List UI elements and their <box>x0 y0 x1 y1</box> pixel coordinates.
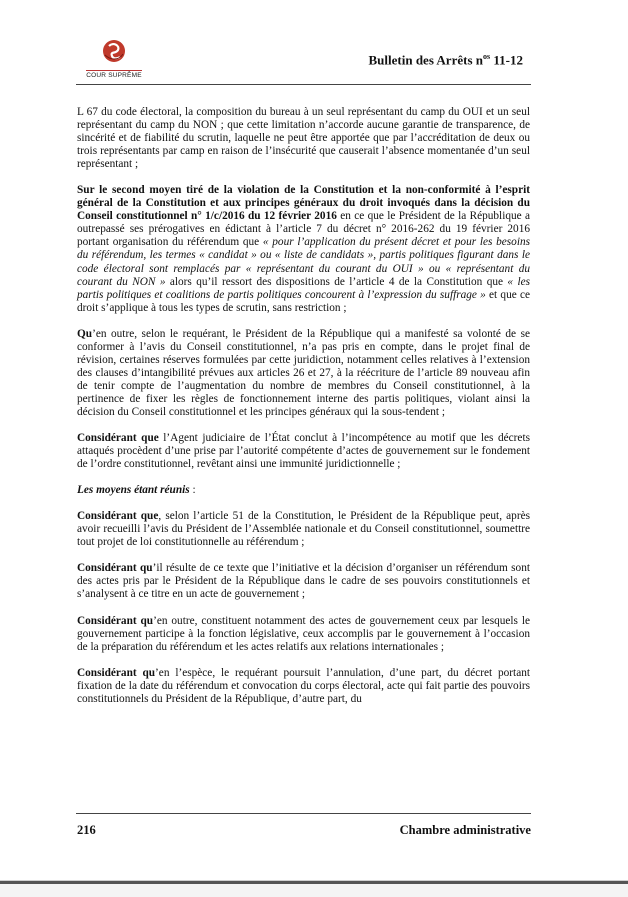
page-body <box>77 106 530 719</box>
paragraph-text: l’Agent judiciaire de l’État conclut à l’incompétence au motif que les décrets attaqués procèdent d’une prise par l’autorité compétente d’actes de gouvernement sur le fondement de l’ordre constitutionnel, revêtant ainsi une immunité juridictionnelle ; <box>77 432 530 471</box>
footer-divider <box>76 813 531 814</box>
paragraph-text: ’en outre, constituent notamment des actes de gouvernement ceux par lesquels le gouvernement participe à la fonction législative, ceux accomplis par le gouvernement à l’occasion de la préparation du référendum et les actes relatifs aux relations internationales ; <box>77 614 530 653</box>
paragraph-9 <box>77 667 530 706</box>
paragraph-text: et que ce droit s’applique à tous les types de scrutin, sans restriction ; <box>77 288 530 314</box>
quote-text: « pour l’application du présent décret et pour les besoins du référendum, les termes « candidat » ou « liste de candidats », partis politiques figurant dans le code électoral sont remplacés par « représentant du courant du OUI » ou « représentant du courant du NON » <box>77 236 531 288</box>
paragraph-6 <box>77 510 530 549</box>
lead-text: Considérant qu <box>77 562 153 575</box>
lead-text: Considérant que <box>77 432 159 445</box>
lead-text: Considérant qu <box>77 614 154 627</box>
paragraph-4 <box>77 432 530 471</box>
paragraph-text: ’en l’espèce, le requérant poursuit l’annulation, d’une part, du décret portant fixation de la date du référendum et convocation du corps électoral, acte qui fait partie des pouvoirs constitutionnels du Président de la République, d’autre part, du <box>77 666 530 705</box>
paragraph-text: L 67 du code électoral, la composition du bureau à un seul représentant du camp du OUI et un seul représentant du camp du NON ; que cette limitation n’accorde aucune garantie de transparence, de sincérité et de fiabilité du scrutin, laquelle ne peut être apportée que par l’accréditation de deux ou trois représentants par camp en raison de l’insécurité que causerait l’absence momentanée d’un seul représentant ; <box>77 106 530 171</box>
viewer-bottom-bar <box>0 880 628 897</box>
paragraph-1 <box>77 106 530 171</box>
paragraph-text: ’en outre, selon le requérant, le Président de la République qui a manifesté sa volonté de se conformer à l’avis du Conseil constitutionnel, n’a pas pris en compte, dans le projet final de révision, certaines réserves formulées par cette juridiction, notamment celles relatives à l’extension des clauses d’intangibilité prévues aux articles 26 et 27, à la réécriture de l’article 89 nouveau afin de tenir compte de l’augmentation du nombre de membres du Conseil constitutionnel, à la pertinence de fixer les règles de fonctionnement interne des partis politiques, violant ainsi la décision du Conseil constitutionnel et les principes généraux qui la sous-tendent ; <box>77 327 530 418</box>
lead-text: Considérant qu <box>77 666 156 679</box>
lead-text: Considérant que <box>77 510 159 523</box>
section-heading: Les moyens étant réunis <box>77 484 190 497</box>
paragraph-2 <box>77 184 530 314</box>
page-number: 216 <box>77 823 96 837</box>
seal-icon <box>101 38 127 64</box>
header-divider <box>76 84 531 85</box>
lead-text: Qu <box>77 327 93 340</box>
page-header <box>76 38 531 82</box>
quote-text: « les partis politiques et coalitions de partis politiques concourent à l’expression du suffrage » <box>77 275 530 301</box>
paragraph-text: en ce que le Président de la République a outrepassé ses prérogatives en édictant à l’article 7 du décret n° 2016-262 du 19 février 2016 portant organisation du référendum que <box>77 210 530 249</box>
section-name: Chambre administrative <box>399 823 531 837</box>
heading-text: Sur le second moyen tiré de la violation de la Constitution et la non-conformité à l’esprit général de la Constitution et aux principes généraux du droit invoqués dans la décision du Conseil constitutionnel n° 1/c/2016 du 12 février 2016 <box>77 184 530 223</box>
paragraph-7 <box>77 562 530 601</box>
cour-supreme-logo <box>80 38 148 82</box>
paragraph-text: alors qu’il ressort des dispositions de l’article 4 de la Constitution que <box>165 275 508 288</box>
viewer-edge <box>0 881 628 884</box>
bulletin-title: Bulletin des Arrêts $n^{os}$ 11-12 <box>368 52 523 68</box>
paragraph-3 <box>77 328 530 419</box>
paragraph-8 <box>77 615 530 654</box>
paragraph-text: ’il résulte de ce texte que l’initiative et la décision d’organiser un référendum sont des actes pris par le Président de la République dans le cadre de ses pouvoirs constitutionnels et s’analysent à ce titre en un acte de gouvernement ; <box>77 562 530 601</box>
paragraph-text: , selon l’article 51 de la Constitution, le Président de la République peut, après avoir recueilli l’avis du Président de l’Assemblée nationale et du Conseil constitutionnel, soumettre tout projet de loi constitutionnelle au référendum ; <box>77 510 530 549</box>
paragraph-5 <box>77 484 530 497</box>
logo-text: COUR SUPRÊME <box>86 72 142 79</box>
paragraph-text: : <box>189 484 196 497</box>
